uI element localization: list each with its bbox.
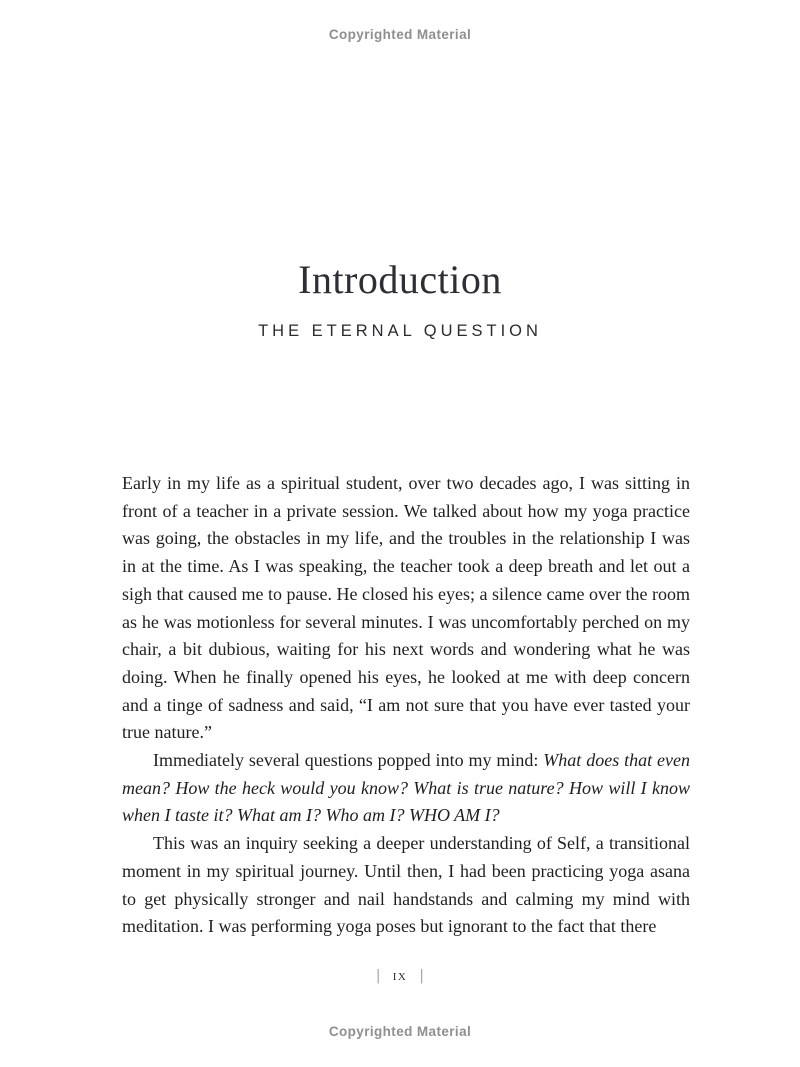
chapter-subtitle: THE ETERNAL QUESTION (258, 322, 542, 340)
paragraph-2 (122, 747, 690, 830)
paragraph-2-lead: Immediately several questions popped into my mind: (153, 750, 544, 771)
chapter-title: Introduction (298, 257, 502, 302)
page-number: ix (392, 968, 408, 984)
folio-right-bar: | (420, 967, 424, 985)
page-folio (0, 968, 800, 985)
paragraph-3: This was an inquiry seeking a deeper understanding of Self, a transitional moment in my spiritual journey. Until then, I had been practicing yoga asana to get physically stronger and nail handstands and calming my mind with meditation. I was performing yoga poses but ignorant to the fact that there (122, 833, 690, 937)
copyright-notice-top: Copyrighted Material (328, 27, 472, 42)
folio-left-bar: | (376, 967, 380, 985)
paragraph-1: Early in my life as a spiritual student, over two decades ago, I was sitting in front of a teacher in a private session. We talked about how my yoga practice was going, the obstacles in my life, and the troubles in the relationship I was in at the time. As I was speaking, the teacher took a deep breath and let out a sigh that caused me to pause. He closed his eyes; a silence came over the room as he was motionless for several minutes. I was uncomfortably perched on my chair, a bit dubious, waiting for his next words and wondering what he was doing. When he finally opened his eyes, he looked at me with deep concern and a tinge of sadness and said, “I am not sure that you have ever tasted your true nature.” (122, 473, 690, 743)
body-text (122, 470, 690, 941)
paragraph-2-italic-questions: What does that even mean? How the heck would you know? What is true nature? How will I know when I taste it? What am I? Who am I? WHO AM I? (122, 750, 690, 826)
copyright-notice-bottom: Copyrighted Material (328, 1024, 472, 1039)
